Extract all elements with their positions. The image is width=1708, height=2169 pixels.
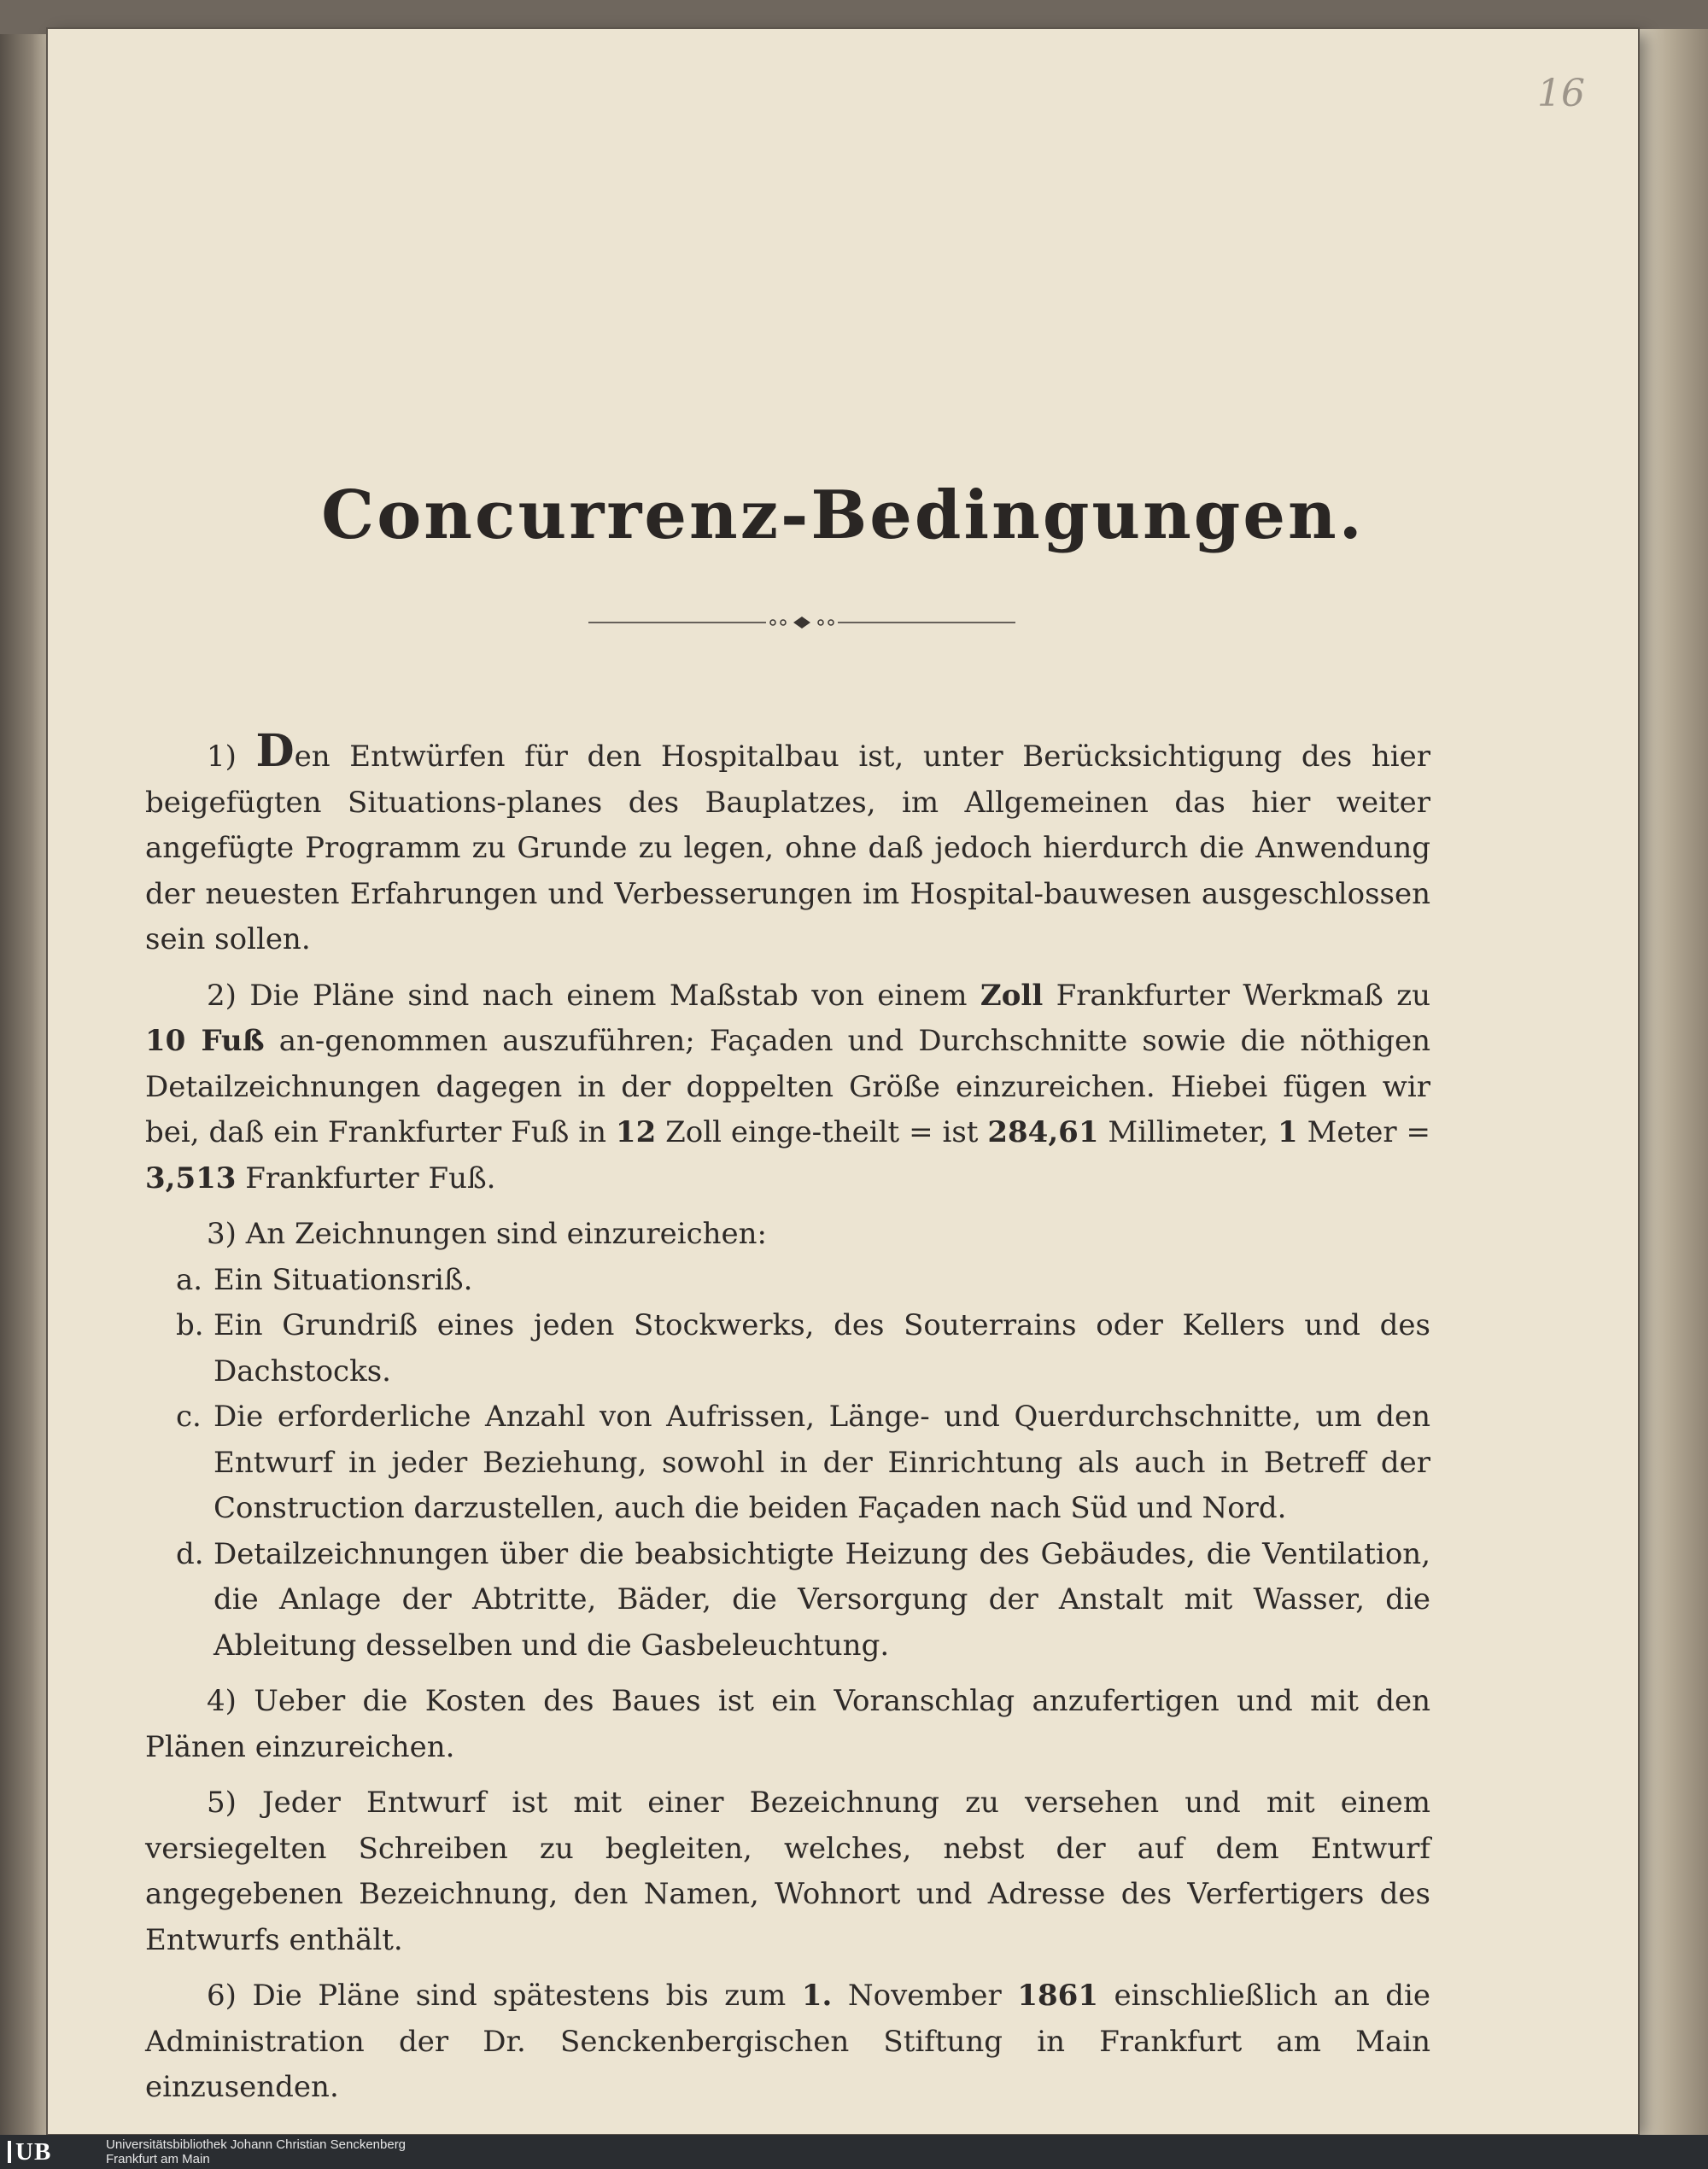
list-item-letter: d. [176,1536,204,1571]
divider-ornament-icon [588,610,1015,635]
page-edge [1638,29,1708,2147]
paragraph-text: Die Pläne sind nach einem Maßstab von einem [249,978,968,1013]
list-item-text: Detailzeichnungen über die beabsichtigte Heizung des Gebäudes, die Ventilation, die Anlage der Abtritte, Bäder, die Versorgung der Anstalt mit Wasser, die Ableitung desselben und die Gasbeleuchtung. [214,1536,1430,1663]
footer-text [106,2137,406,2166]
paragraph-6 [145,1973,1430,2111]
list-item [145,1394,1430,1532]
paragraph-text: en Entwürfen für den Hospitalbau ist, unter Berücksichtigung des hier beigefügten Situations-planes des Bauplatzes, im Allgemeinen das hier weiter angefügte Programm zu Grunde zu legen, ohne daß jedoch hierdurch die Anwendung der neuesten Erfahrungen und Verbesserungen im Hospital-bauwesen ausgeschlossen sein sollen. [145,740,1430,956]
list-item-text: Ein Grundriß eines jeden Stockwerks, des Souterrains oder Kellers und des Dachstocks. [214,1308,1430,1389]
paragraph-number: 3) [207,1217,237,1251]
footer-line-2: Frankfurt am Main [106,2152,210,2166]
library-logo[interactable] [5,2138,101,2166]
bold-value: 1861 [1017,1979,1098,2013]
paragraph-text: Ueber die Kosten des Baues ist ein Voranschlag anzufertigen und mit den Plänen einzureichen. [145,1684,1431,1764]
paragraph-3 [145,1212,1430,1258]
paragraph-1 [145,725,1430,963]
list-item [145,1258,1430,1304]
bold-value: 1 [1278,1115,1298,1149]
paragraph-text: An Zeichnungen sind einzureichen: [245,1217,767,1251]
paragraph-text: Meter = [1307,1115,1430,1149]
bold-value: 284,61 [987,1115,1099,1149]
bold-value: 1. [801,1979,833,2013]
bold-value: 12 [615,1115,657,1149]
paragraph-number: 1) [207,740,237,774]
paragraph-text: November [847,1979,1002,2013]
document-body [145,725,1431,2121]
paragraph-text: Die Pläne sind spätestens bis zum [252,1979,787,2013]
page-title: Concurrenz-Bedingungen. [321,476,1365,554]
paragraph-text: an-genommen auszuführen; Façaden und Durchschnitte sowie die nöthigen Detailzeichnungen dagegen in der doppelten Größe einzureichen. Hiebei fügen wir bei, daß ein Frankfurter Fuß in [145,1024,1430,1149]
folio-number: 16 [1537,72,1585,115]
list-item-letter: c. [176,1400,202,1434]
list-item [145,1303,1430,1394]
bold-value: 10 Fuß [145,1024,265,1058]
list-item [145,1532,1430,1669]
paragraph-4 [145,1679,1430,1770]
paragraph-text: Frankfurter Werkmaß zu [1056,978,1431,1013]
bold-unit: Zoll [980,978,1044,1013]
paragraph-text: Millimeter, [1108,1115,1269,1149]
list-item-letter: a. [176,1262,203,1297]
paragraph-number: 2) [207,978,237,1013]
book-spine [0,34,53,2169]
paragraph-text: Frankfurter Fuß. [245,1161,496,1196]
paragraph-2 [145,973,1430,1202]
paragraph-5 [145,1780,1430,1963]
logo-text: UB [15,2138,52,2166]
list-item-letter: b. [176,1308,204,1342]
paragraph-number: 5) [207,1786,237,1820]
paragraph-number: 6) [207,1979,237,2013]
bold-value: 3,513 [145,1161,237,1196]
paragraph-text: einschließlich an die Administration der Dr. Senckenbergischen Stiftung in Frankfurt am Main einzusenden. [145,1979,1431,2104]
drop-cap: D [255,725,295,777]
footer-line-1: Universitätsbibliothek Johann Christian Senckenberg [106,2137,407,2152]
list-item-text: Die erforderliche Anzahl von Aufrissen, Länge- und Querdurchschnitte, um den Entwurf in jeder Beziehung, sowohl in der Einrichtung als auch in Betreff der Construction darzustellen, auch die beiden Façaden nach Süd und Nord. [214,1400,1430,1525]
paragraph-text: Zoll einge-theilt = ist [665,1115,979,1149]
list-item-text: Ein Situationsriß. [214,1262,473,1297]
library-footer [0,2135,1708,2169]
paragraph-number: 4) [207,1684,237,1718]
paragraph-text: Jeder Entwurf ist mit einer Bezeichnung zu versehen und mit einem versiegelten Schreiben zu begleiten, welches, nebst der auf dem Entwurf angegebenen Bezeichnung, den Namen, Wohnort und Adresse des Verfertigers des Entwurfs enthält. [145,1786,1431,1957]
logo-bar-icon [8,2141,11,2163]
